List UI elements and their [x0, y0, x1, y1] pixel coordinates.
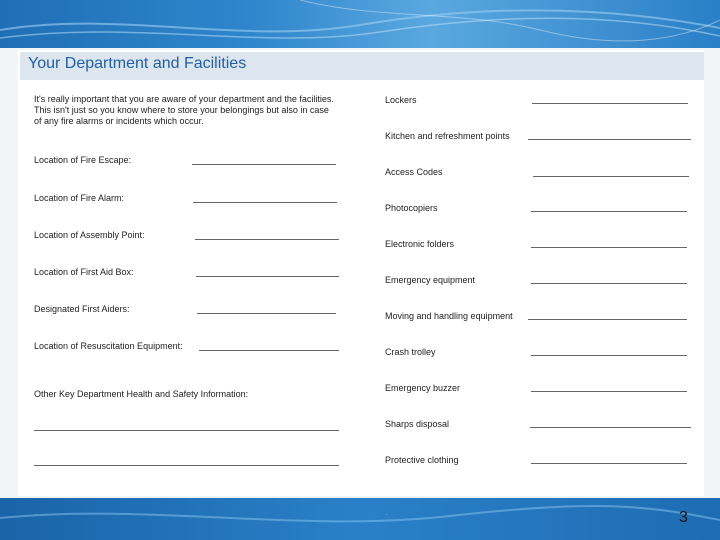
field-label-kitchen: Kitchen and refreshment points [385, 131, 510, 141]
field-label-moving-handling: Moving and handling equipment [385, 311, 513, 321]
field-label-emergency-equipment: Emergency equipment [385, 275, 476, 285]
field-line-assembly-point[interactable] [195, 239, 339, 240]
footer-dot-left: · [34, 510, 37, 519]
field-line-emergency-buzzer[interactable] [531, 391, 687, 392]
field-label-electronic-folders: Electronic folders [385, 239, 455, 249]
field-line-fire-escape[interactable] [192, 164, 336, 165]
field-label-sharps-disposal: Sharps disposal [385, 419, 450, 429]
field-label-first-aid-box: Location of First Aid Box: [34, 267, 134, 277]
field-line-kitchen[interactable] [528, 139, 691, 140]
field-label-resuscitation: Location of Resuscitation Equipment: [34, 341, 183, 351]
field-label-access-codes: Access Codes [385, 167, 443, 177]
wave-decoration-bottom [0, 498, 720, 540]
field-line-first-aid-box[interactable] [196, 276, 339, 277]
field-line-sharps-disposal[interactable] [530, 427, 691, 428]
field-label-fire-escape: Location of Fire Escape: [34, 155, 132, 165]
field-label-fire-alarm: Location of Fire Alarm: [34, 193, 125, 203]
other-info-line-2[interactable] [34, 465, 339, 466]
field-line-resuscitation[interactable] [199, 350, 339, 351]
page-title: Your Department and Facilities [28, 55, 247, 72]
field-label-emergency-buzzer: Emergency buzzer [385, 383, 461, 393]
field-line-crash-trolley[interactable] [531, 355, 687, 356]
field-label-lockers: Lockers [385, 95, 417, 105]
header-band [0, 0, 720, 48]
field-line-first-aiders[interactable] [197, 313, 336, 314]
field-line-fire-alarm[interactable] [193, 202, 337, 203]
other-info-label: Other Key Department Health and Safety Information: [34, 389, 249, 399]
field-label-assembly-point: Location of Assembly Point: [34, 230, 145, 240]
field-line-photocopiers[interactable] [531, 211, 687, 212]
field-line-lockers[interactable] [532, 103, 688, 104]
page-number: 3 [679, 509, 688, 526]
field-line-electronic-folders[interactable] [531, 247, 687, 248]
other-info-line-1[interactable] [34, 430, 339, 431]
field-line-access-codes[interactable] [533, 176, 689, 177]
footer-dot-right: · [385, 510, 388, 519]
footer-band [0, 498, 720, 540]
field-label-protective-clothing: Protective clothing [385, 455, 459, 465]
field-label-crash-trolley: Crash trolley [385, 347, 436, 357]
field-line-moving-handling[interactable] [528, 319, 687, 320]
field-line-protective-clothing[interactable] [531, 463, 687, 464]
field-label-first-aiders: Designated First Aiders: [34, 304, 130, 314]
wave-decoration [0, 0, 720, 48]
field-label-photocopiers: Photocopiers [385, 203, 438, 213]
field-line-emergency-equipment[interactable] [531, 283, 687, 284]
intro-text: It's really important that you are aware of your department and the facilities. This isn't just so you know where to store your belongings but also in case of any fire alarms or incidents which occur. [34, 94, 334, 126]
